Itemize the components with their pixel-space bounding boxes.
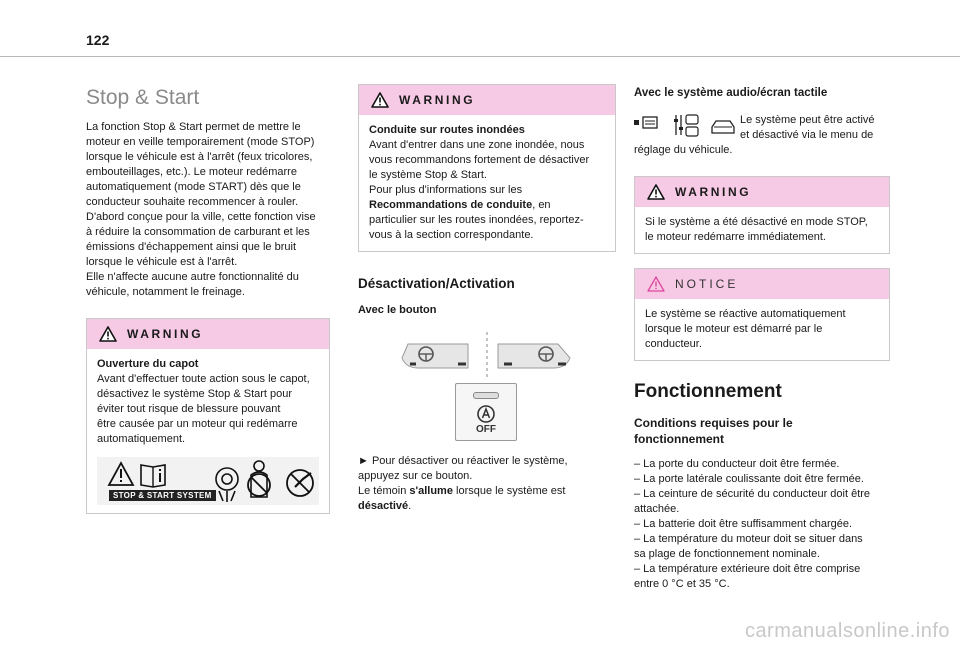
column-2	[358, 82, 616, 514]
warning-box-hood	[86, 318, 330, 514]
warning-triangle-icon	[371, 92, 389, 108]
settings-menu-icon	[634, 113, 740, 139]
list-item: – La température du moteur doit se situer dans	[634, 533, 863, 545]
warning-line: vous recommandons fortement de désactiver	[369, 154, 590, 166]
warning-text	[97, 372, 319, 447]
warning-box-flooded	[358, 84, 616, 252]
warning-line: désactivez le système Stop & Start pour	[97, 388, 293, 400]
warning-header	[359, 85, 615, 115]
conditions-title-line: fonctionnement	[634, 432, 724, 446]
status-text: .	[408, 500, 412, 512]
auto-stop-icon	[476, 404, 496, 424]
audio-line-continued: réglage du véhicule.	[634, 144, 733, 156]
warning-label: WARNING	[127, 327, 204, 341]
intro-line: lorsque le véhicule est à l'arrêt.	[86, 256, 238, 268]
notice-text	[645, 307, 879, 352]
status-text: Le témoin	[358, 485, 410, 497]
intro-line: embouteillages, etc.). Le moteur redémarre	[86, 166, 297, 178]
watermark: carmanualsonline.info	[744, 620, 950, 642]
warning-label: WARNING	[675, 185, 752, 199]
section-title-fonctionnement: Fonctionnement	[634, 381, 782, 402]
list-item: – La porte latérale coulissante doit être fermée.	[634, 473, 864, 485]
warning-box-stop-mode	[634, 176, 890, 254]
warning-heading: Ouverture du capot	[97, 358, 199, 370]
steering-wheel-icon	[358, 328, 616, 384]
subsection-audio: Avec le système audio/écran tactile	[634, 87, 828, 99]
stop-start-off-button[interactable]	[455, 383, 517, 441]
menu-icons	[634, 113, 740, 139]
list-item: – La batterie doit être suffisamment chargée.	[634, 518, 853, 530]
notice-line: lorsque le moteur est démarré par le	[645, 323, 823, 335]
warning-line: vous à la section correspondante.	[369, 229, 534, 241]
audio-text	[740, 113, 875, 143]
status-text: lorsque le système est	[452, 485, 566, 497]
top-divider	[0, 56, 960, 57]
notice-box	[634, 268, 890, 361]
status-bold: s'allume	[409, 485, 453, 497]
list-item: entre 0 °C et 35 °C.	[634, 578, 730, 590]
intro-line: moteur en veille temporairement (mode STOP)	[86, 136, 315, 148]
warning-body	[359, 115, 615, 251]
warning-line: éviter tout risque de blessure pouvant	[97, 403, 281, 415]
intro-line: lorsque le véhicule est à l'arrêt (feux tricolores,	[86, 151, 313, 163]
intro-line: véhicule, notamment le freinage.	[86, 286, 245, 298]
column-3	[634, 82, 890, 592]
button-illustration	[358, 328, 616, 440]
off-label: OFF	[476, 424, 496, 435]
notice-triangle-icon	[647, 276, 665, 292]
section-title-stop-start: Stop & Start	[86, 86, 200, 109]
instruction-line: ► Pour désactiver ou réactiver le système,	[358, 455, 568, 467]
status-line	[358, 499, 616, 514]
warning-line: automatiquement.	[97, 433, 186, 445]
notice-line: Le système se réactive automatiquement	[645, 308, 846, 320]
list-item: sa plage de fonctionnement nominale.	[634, 548, 820, 560]
instruction-line: appuyez sur ce bouton.	[358, 470, 473, 482]
warning-line: être causée par un moteur qui redémarre	[97, 418, 298, 430]
conditions-title	[634, 415, 890, 447]
warning-header	[87, 319, 329, 349]
warning-body	[635, 207, 889, 253]
notice-header	[635, 269, 889, 299]
intro-line: La fonction Stop & Start permet de mettre le	[86, 121, 301, 133]
list-item: – La ceinture de sécurité du conducteur doit être	[634, 488, 871, 500]
notice-line: conducteur.	[645, 338, 702, 350]
intro-line: D'abord conçue pour la ville, cette fonction vise	[86, 211, 316, 223]
warning-line-tail: , en	[532, 199, 551, 211]
warning-line: particulier sur les routes inondées, reportez-	[369, 214, 584, 226]
section-title-deactivation: Désactivation/Activation	[358, 276, 515, 291]
warning-label: WARNING	[399, 93, 476, 107]
conditions-title-line: Conditions requises pour le	[634, 416, 793, 430]
notice-body	[635, 299, 889, 360]
intro-line: conducteur souhaite recommencer à rouler.	[86, 196, 299, 208]
audio-line: Le système peut être activé	[740, 114, 875, 126]
warning-line: Avant d'effectuer toute action sous le capot,	[97, 373, 310, 385]
hood-label-illustration	[97, 457, 319, 505]
status-line	[358, 484, 616, 499]
warning-line: le moteur redémarre immédiatement.	[645, 231, 826, 243]
conditions-list	[634, 457, 890, 592]
list-item: – La porte du conducteur doit être fermée.	[634, 458, 840, 470]
list-item: attachée.	[634, 503, 680, 515]
intro-line: automatiquement (mode START) dès que le	[86, 181, 301, 193]
warning-line: Avant d'entrer dans une zone inondée, nous	[369, 139, 585, 151]
intro-line: émissions d'échappement ainsi que le bruit	[86, 241, 296, 253]
intro-line: Elle n'affecte aucune autre fonctionnalité du	[86, 271, 299, 283]
warning-text	[645, 215, 879, 245]
warning-text	[369, 138, 605, 243]
warning-body	[87, 349, 329, 513]
warning-heading: Conduite sur routes inondées	[369, 124, 525, 136]
audio-info-row	[634, 113, 890, 143]
intro-line: à réduire la consommation de carburant et les	[86, 226, 310, 238]
indicator-led	[473, 392, 499, 399]
instruction-text	[358, 454, 616, 514]
column-1	[86, 82, 330, 528]
warning-triangle-icon	[99, 326, 117, 342]
page-number: 122	[86, 32, 110, 48]
status-bold: désactivé	[358, 500, 409, 512]
list-item: – La température extérieure doit être comprise	[634, 563, 861, 575]
warning-line: Si le système a été désactivé en mode STOP,	[645, 216, 868, 228]
warning-triangle-icon	[647, 184, 665, 200]
warning-header	[635, 177, 889, 207]
audio-line: et désactivé via le menu de	[740, 129, 874, 141]
subsection-button: Avec le bouton	[358, 304, 437, 316]
warning-line: le système Stop & Start.	[369, 169, 487, 181]
stop-start-system-label: STOP & START SYSTEM	[109, 490, 216, 501]
warning-line	[369, 198, 605, 213]
intro-paragraph	[86, 120, 330, 300]
warning-line: Pour plus d'informations sur les	[369, 184, 523, 196]
driving-recommendations-link-text: Recommandations de conduite	[369, 199, 533, 211]
notice-label: NOTICE	[675, 277, 739, 291]
